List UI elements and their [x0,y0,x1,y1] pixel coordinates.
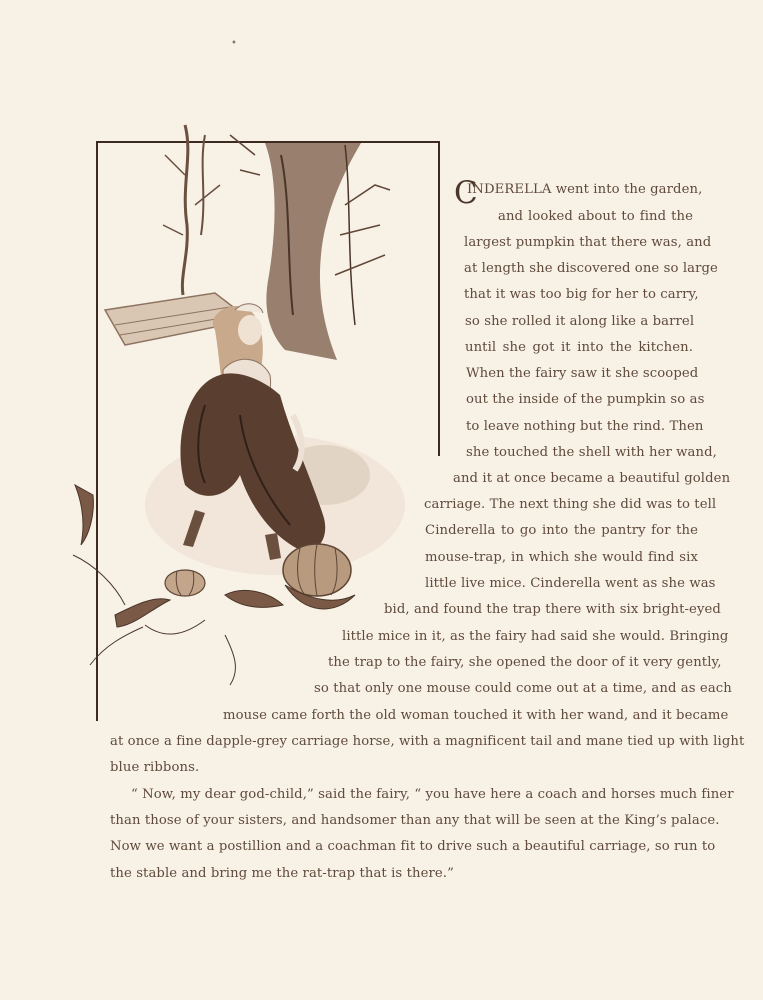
text-line: blue ribbons. [110,760,200,775]
text-line: she touched the shell with her wand, [466,445,717,460]
text-line: Now we want a postillion and a coachman fit to drive such a beautiful carriage, so run to [110,839,716,854]
text-line: the trap to the fairy, she opened the door of it very gently, [328,655,722,670]
text-line: than those of your sisters, and handsomer than any that will be seen at the King’s palace. [110,813,720,828]
text-line: and looked about to find the [498,209,693,224]
text-line: “ Now, my dear god-child,” said the fairy, “ you have here a coach and horses much finer [131,787,734,802]
text-line: bid, and found the trap there with six bright-eyed [384,602,721,617]
text-line: so that only one mouse could come out at a time, and as each [314,681,732,696]
text-line: mouse-trap, in which she would find six [425,550,698,565]
pumpkin-large [283,544,351,596]
text-line: the stable and bring me the rat-trap that is there.” [110,866,454,881]
text-line: Cinderella to go into the pantry for the [425,523,698,538]
pumpkin-small [165,570,205,596]
text-line: little mice in it, as the fairy had said she would. Bringing [342,629,729,644]
text-line: to leave nothing but the rind. Then [466,419,704,434]
illustration-frame-right [438,141,440,456]
text-line: mouse came forth the old woman touched it with her wand, and it became [223,708,729,723]
bare-tree-left [163,125,220,295]
text-line: at once a fine dapple-grey carriage horse, with a magnificent tail and mane tied up with light [110,734,745,749]
text-line: largest pumpkin that there was, and [464,235,712,250]
text-line: so she rolled it along like a barrel [465,314,695,329]
page-speck: • [231,38,237,49]
text-line: and it at once became a beautiful golden [453,471,731,486]
tree-trunk [265,143,361,360]
text-line: at length she discovered one so large [464,261,718,276]
text-line: that it was too big for her to carry, [464,287,699,302]
text-line: until she got it into the kitchen. [465,340,693,355]
text-line: out the inside of the pumpkin so as [466,392,705,407]
text-line: When the fairy saw it she scooped [466,366,699,381]
text-line: INDERELLA went into the garden, [467,182,703,197]
drop-cap: C [454,175,478,211]
text-line: little live mice. Cinderella went as she was [425,576,716,591]
text-line: carriage. The next thing she did was to tell [424,497,717,512]
cinderella-pumpkin-illustration [55,115,405,705]
